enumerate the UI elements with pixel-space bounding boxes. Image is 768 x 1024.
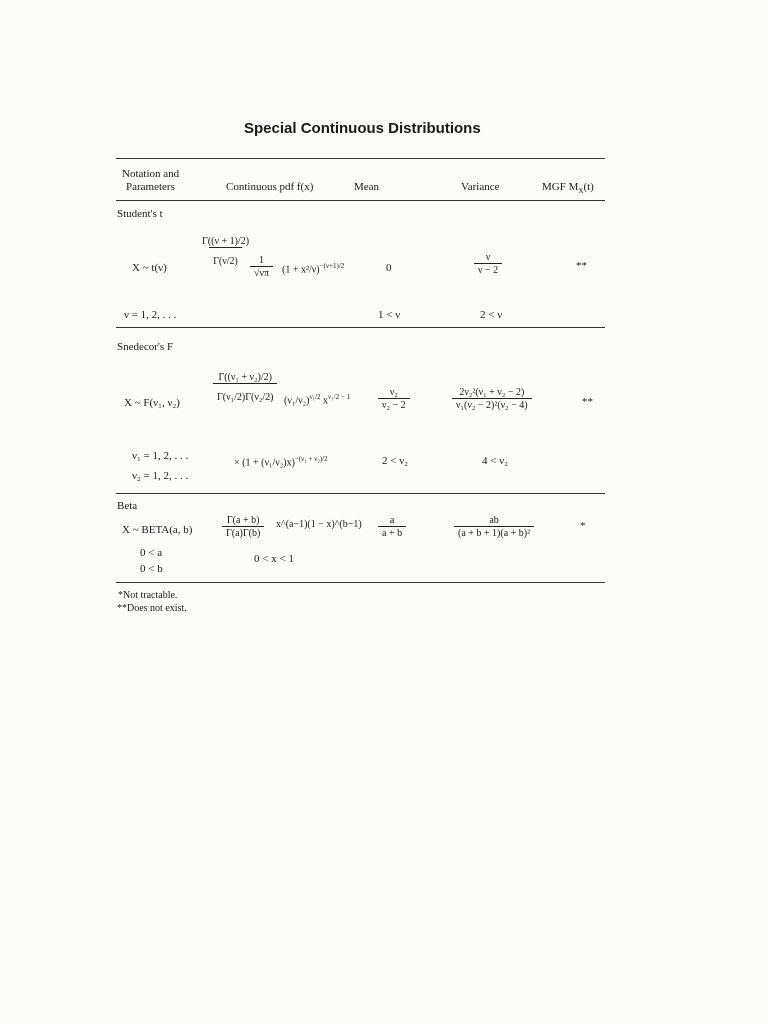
beta-mean: $\frac{a}{a + b}$ <box>378 515 406 539</box>
f-mean: $\frac{\text{ν₂}}{\text{ν₂ − 2}}$ <box>378 387 410 411</box>
t-mean: 0 <box>386 262 392 274</box>
f-pdf-tail: × $(1 + (\nu_1/\nu_2)x)^{-(\nu_1 + \nu_2)/2}$ <box>234 455 328 469</box>
f-mgf: ** <box>582 396 593 408</box>
t-pdf-gamma-fraction <box>198 236 253 267</box>
page-title: Special Continuous Distributions <box>244 120 481 137</box>
beta-parameter-1: 0 < a <box>140 547 163 559</box>
header-mgf: MGF $M_X(t)$ <box>542 181 594 196</box>
t-mean-condition: 1 < ν <box>378 309 401 321</box>
beta-variance: $\frac{ab}{\text{(a + b + 1)(a + b)²}}$ <box>454 515 534 539</box>
t-pdf-gamma-num: Γ((ν + 1)/2) <box>202 236 250 247</box>
header-mean: Mean <box>354 181 380 193</box>
f-section-rule <box>116 493 605 494</box>
t-pdf-factor: $\frac{1}{√\nu\pi}$ <box>250 255 273 279</box>
f-mean-condition: 2 < ν₂ <box>382 455 409 467</box>
f-pdf-ratio: $(\nu_1/\nu_2)^{\nu_1/2}$ $x^{\nu_1/2 - 1}$ <box>284 393 351 407</box>
t-mgf: ** <box>576 260 587 272</box>
t-variance-condition: 2 < ν <box>480 309 503 321</box>
f-variance: $\frac{\text{2ν₂²(ν₁ + ν₂ − 2)}}{\text{ν₁(ν₂ − 2)²(ν₂ − 4)}}$ <box>452 387 532 411</box>
f-parameter-2: ν₂ = 1, 2, . . . <box>132 470 189 482</box>
beta-pdf-fraction: $\frac{\Gamma(a + b)}{\Gamma(a)\Gamma(b)}$ <box>222 515 264 539</box>
beta-notation: X ~ BETA(a, b) <box>122 524 193 536</box>
section-students-t: Student's t <box>117 208 163 220</box>
header-pdf: Continuous pdf f(x) <box>226 181 314 193</box>
footnote-not-tractable: *Not tractable. <box>118 590 178 601</box>
header-notation: Notation and Parameters <box>122 168 180 193</box>
t-variance: $\frac{\nu}{\nu - 2}$ <box>474 252 502 276</box>
f-variance-condition: 4 < ν₂ <box>482 455 509 467</box>
f-parameter-1: ν₁ = 1, 2, . . . <box>132 450 189 462</box>
f-notation: X ~ F(ν₁, ν₂) <box>124 397 180 409</box>
f-pdf-gamma-fraction: $\frac{\text{Γ((ν₁ + ν₂)/2)}}{\text{Γ(ν₁/2)Γ(ν₂/2)}}$ <box>213 372 277 403</box>
t-pdf-gamma-den: Γ(ν/2) <box>209 247 242 267</box>
bottom-rule <box>116 582 605 583</box>
header-rule <box>116 200 605 201</box>
t-parameter: ν = 1, 2, . . . <box>124 309 177 321</box>
beta-pdf-tail: x^(a−1)(1 − x)^(b−1) <box>276 519 362 530</box>
header-variance: Variance <box>461 181 500 193</box>
section-snedecor-f: Snedecor's F <box>117 341 174 353</box>
beta-parameter-2: 0 < b <box>140 563 163 575</box>
top-rule <box>116 158 605 159</box>
t-pdf-tail: $(1 + x^2/\nu)^{-(\nu+1)/2}$ <box>282 262 345 276</box>
section-beta: Beta <box>117 500 138 512</box>
t-section-rule <box>116 327 605 328</box>
t-notation: X ~ t(ν) <box>132 262 167 274</box>
beta-mgf: * <box>580 520 586 532</box>
footnote-does-not-exist: **Does not exist. <box>117 603 187 614</box>
beta-support: 0 < x < 1 <box>254 553 294 565</box>
